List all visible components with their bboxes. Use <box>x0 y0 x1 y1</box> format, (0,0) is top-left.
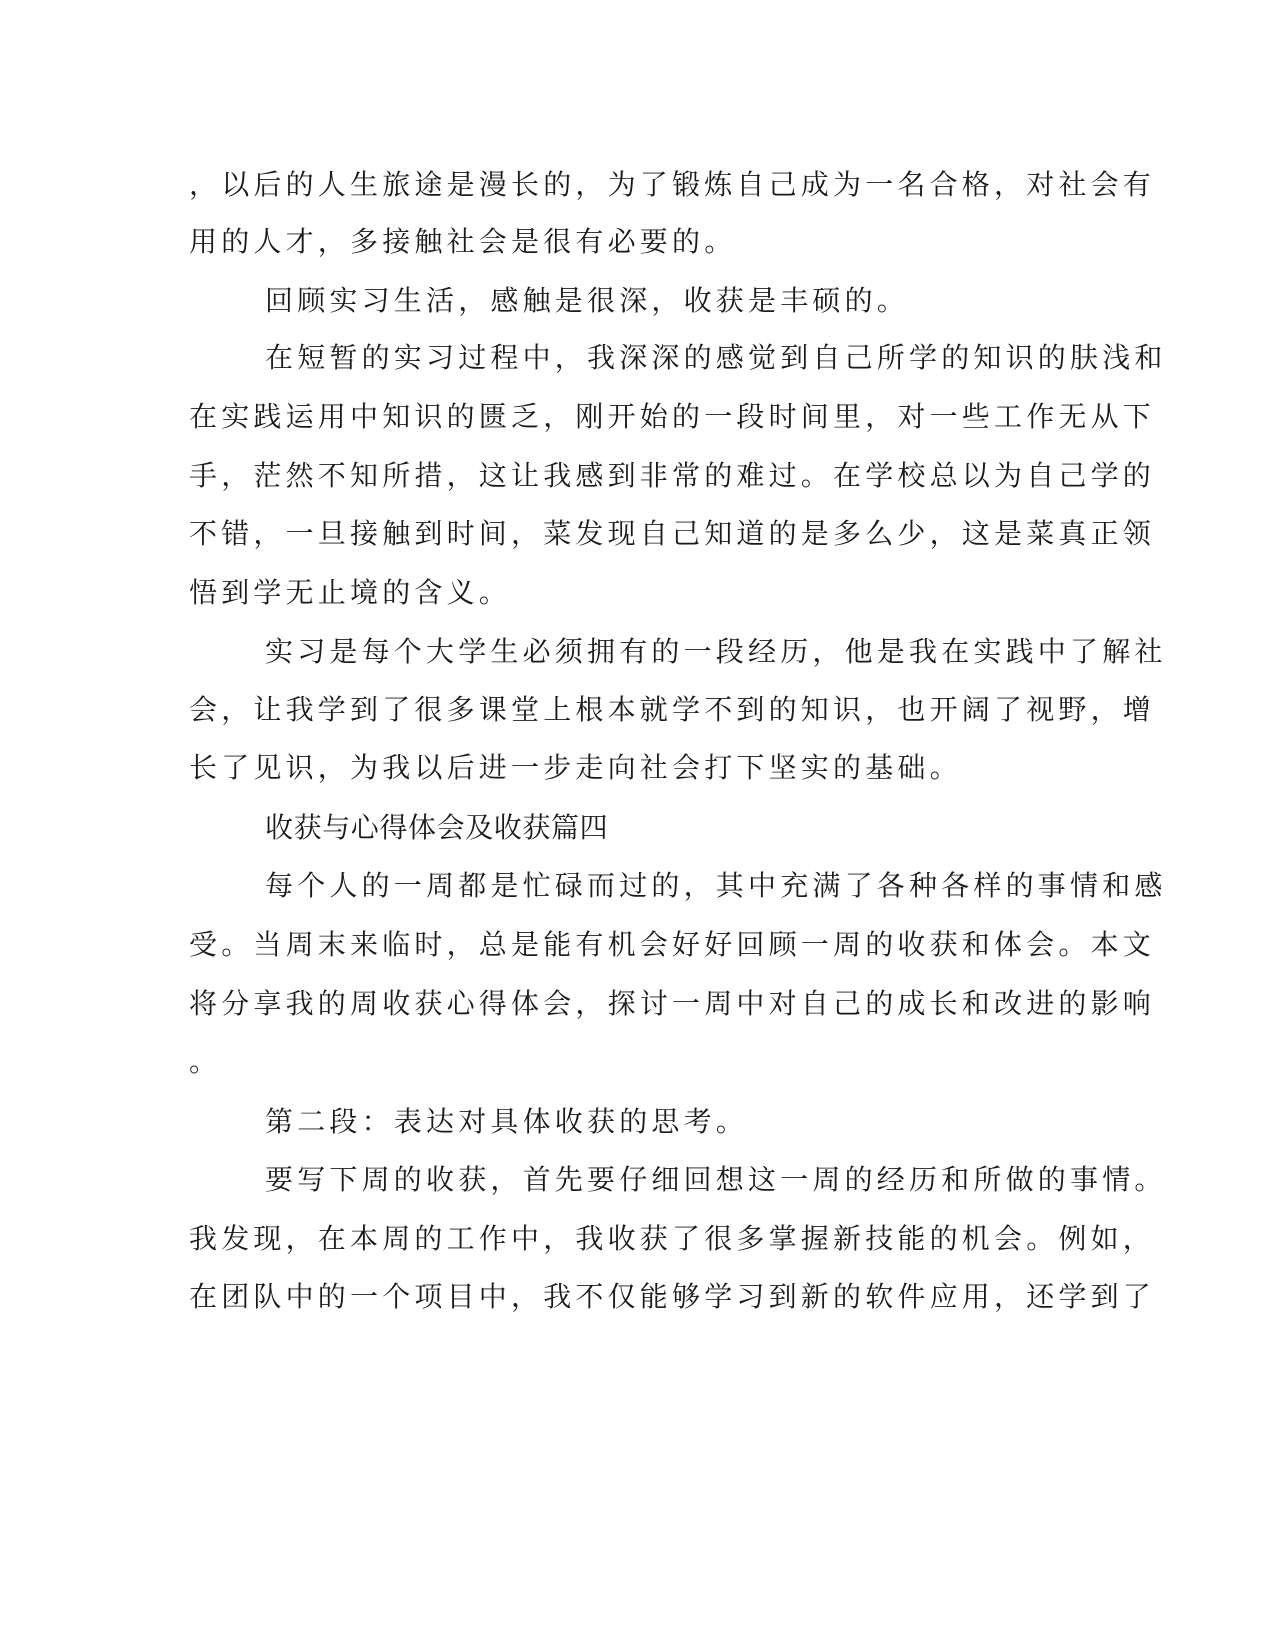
text-line: 长了见识，为我以后进一步走向社会打下坚实的基础。 <box>189 751 962 784</box>
text-line: 回顾实习生活，感触是很深，收获是丰硕的。 <box>265 284 910 317</box>
text-line: 每个人的一周都是忙碌而过的，其中充满了各种各样的事情和感 <box>265 869 1167 902</box>
text-line: 实习是每个大学生必须拥有的一段经历，他是我在实践中了解社 <box>265 635 1167 668</box>
text-line: 第二段：表达对具体收获的思考。 <box>265 1105 749 1138</box>
text-line: 手，茫然不知所措，这让我感到非常的难过。在学校总以为自己学的 <box>189 459 1156 492</box>
text-line: 要写下周的收获，首先要仔细回想这一周的经历和所做的事情。 <box>265 1163 1167 1196</box>
section-heading: 收获与心得体会及收获篇四 <box>265 811 609 844</box>
text-line: 不错，一旦接触到时间，菜发现自己知道的是多么少，这是菜真正领 <box>189 517 1156 550</box>
text-line: 用的人才，多接触社会是很有必要的。 <box>189 225 737 258</box>
text-line: 受。当周末来临时，总是能有机会好好回顾一周的收获和体会。本文 <box>189 928 1156 961</box>
text-line: 。 <box>189 1045 222 1078</box>
text-line: 在短暂的实习过程中，我深深的感觉到自己所学的知识的肤浅和 <box>265 341 1167 374</box>
text-line: 在团队中的一个项目中，我不仅能够学习到新的软件应用，还学到了 <box>189 1280 1156 1313</box>
text-line: 会，让我学到了很多课堂上根本就学不到的知识，也开阔了视野，增 <box>189 693 1156 726</box>
text-line: 在实践运用中知识的匮乏，刚开始的一段时间里，对一些工作无从下 <box>189 400 1156 433</box>
text-line: ，以后的人生旅途是漫长的，为了锻炼自己成为一名合格，对社会有 <box>189 168 1156 201</box>
text-line: 我发现，在本周的工作中，我收获了很多掌握新技能的机会。例如， <box>189 1222 1156 1255</box>
text-line: 悟到学无止境的含义。 <box>189 576 512 609</box>
text-line: 将分享我的周收获心得体会，探讨一周中对自己的成长和改进的影响 <box>189 987 1156 1020</box>
